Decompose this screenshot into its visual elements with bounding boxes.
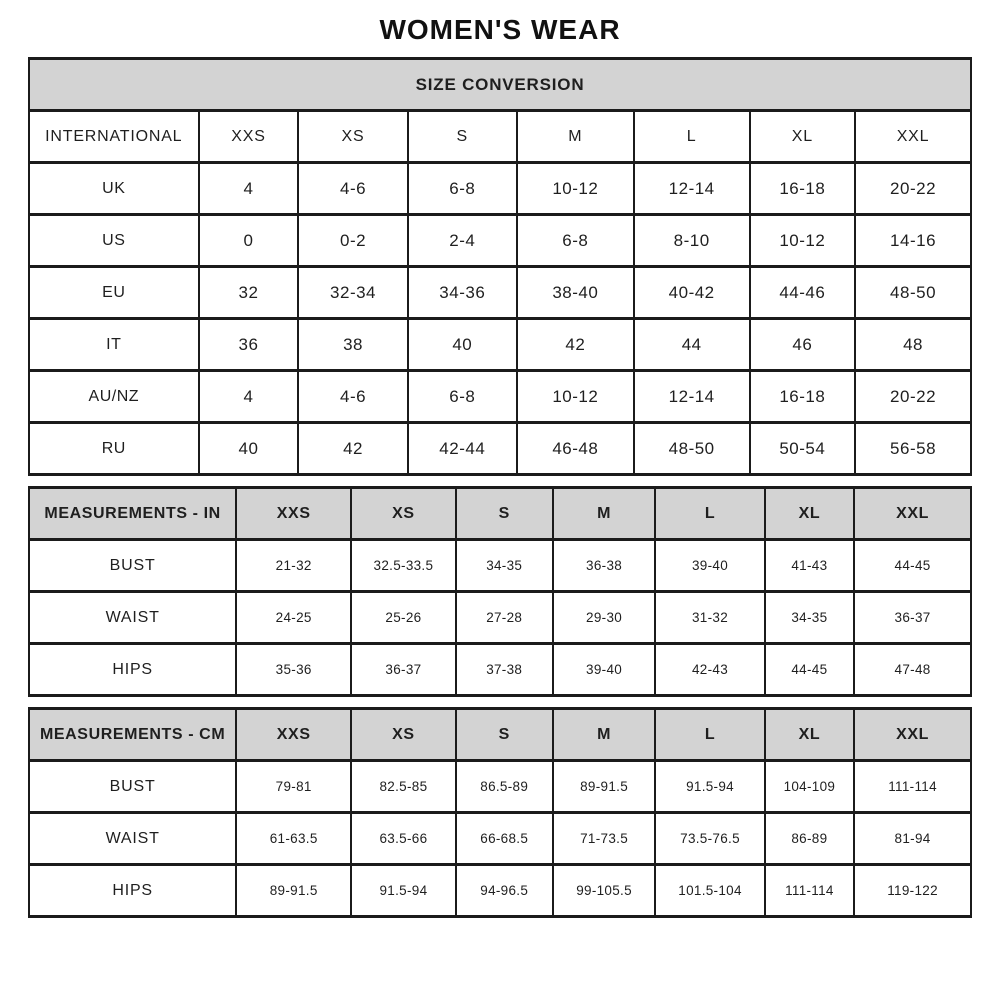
table-row xyxy=(29,319,971,371)
size-column-header: L xyxy=(655,709,764,761)
value-cell: 40 xyxy=(408,319,517,371)
table-row xyxy=(29,163,971,215)
row-label: UK xyxy=(29,163,199,215)
row-label: BUST xyxy=(29,761,236,813)
size-column-header: XXL xyxy=(855,111,971,163)
value-cell: 66-68.5 xyxy=(456,813,553,865)
size-column-header: S xyxy=(408,111,517,163)
value-cell: 10-12 xyxy=(517,163,634,215)
value-cell: 61-63.5 xyxy=(236,813,351,865)
table-row xyxy=(29,540,971,592)
value-cell: 2-4 xyxy=(408,215,517,267)
value-cell: 91.5-94 xyxy=(655,761,764,813)
size-column-header: XS xyxy=(298,111,407,163)
value-cell: 81-94 xyxy=(854,813,971,865)
value-cell: 111-114 xyxy=(765,865,854,917)
value-cell: 44-46 xyxy=(750,267,856,319)
header-row xyxy=(29,488,971,540)
row-label-header: MEASUREMENTS - IN xyxy=(29,488,236,540)
value-cell: 48-50 xyxy=(634,423,750,475)
size-column-header: XS xyxy=(351,488,456,540)
value-cell: 36 xyxy=(199,319,299,371)
value-cell: 6-8 xyxy=(517,215,634,267)
value-cell: 63.5-66 xyxy=(351,813,456,865)
size-column-header: L xyxy=(655,488,764,540)
size-column-header: XXL xyxy=(854,488,971,540)
value-cell: 89-91.5 xyxy=(553,761,656,813)
row-label: IT xyxy=(29,319,199,371)
row-label: WAIST xyxy=(29,813,236,865)
size-column-header: XS xyxy=(351,709,456,761)
value-cell: 39-40 xyxy=(553,644,656,696)
value-cell: 14-16 xyxy=(855,215,971,267)
value-cell: 4 xyxy=(199,163,299,215)
value-cell: 89-91.5 xyxy=(236,865,351,917)
header-row xyxy=(29,709,971,761)
value-cell: 6-8 xyxy=(408,371,517,423)
size-column-header: S xyxy=(456,488,553,540)
value-cell: 29-30 xyxy=(553,592,656,644)
row-label-header: MEASUREMENTS - CM xyxy=(29,709,236,761)
table-row xyxy=(29,761,971,813)
table-row xyxy=(29,865,971,917)
value-cell: 91.5-94 xyxy=(351,865,456,917)
table-row xyxy=(29,813,971,865)
value-cell: 25-26 xyxy=(351,592,456,644)
value-cell: 12-14 xyxy=(634,163,750,215)
value-cell: 36-38 xyxy=(553,540,656,592)
value-cell: 50-54 xyxy=(750,423,856,475)
row-label-header: INTERNATIONAL xyxy=(29,111,199,163)
value-cell: 37-38 xyxy=(456,644,553,696)
value-cell: 36-37 xyxy=(854,592,971,644)
table-title-row xyxy=(29,59,971,111)
row-label: BUST xyxy=(29,540,236,592)
value-cell: 56-58 xyxy=(855,423,971,475)
value-cell: 42 xyxy=(517,319,634,371)
value-cell: 111-114 xyxy=(854,761,971,813)
table-title: SIZE CONVERSION xyxy=(29,59,971,111)
value-cell: 27-28 xyxy=(456,592,553,644)
value-cell: 34-36 xyxy=(408,267,517,319)
value-cell: 36-37 xyxy=(351,644,456,696)
value-cell: 44 xyxy=(634,319,750,371)
value-cell: 38 xyxy=(298,319,407,371)
size-column-header: L xyxy=(634,111,750,163)
table-row xyxy=(29,215,971,267)
size-column-header: S xyxy=(456,709,553,761)
value-cell: 71-73.5 xyxy=(553,813,656,865)
value-cell: 31-32 xyxy=(655,592,764,644)
size-column-header: M xyxy=(517,111,634,163)
size-column-header: XL xyxy=(765,488,854,540)
value-cell: 119-122 xyxy=(854,865,971,917)
size-column-header: XXS xyxy=(236,709,351,761)
value-cell: 101.5-104 xyxy=(655,865,764,917)
row-label: RU xyxy=(29,423,199,475)
row-label: WAIST xyxy=(29,592,236,644)
value-cell: 40-42 xyxy=(634,267,750,319)
value-cell: 4-6 xyxy=(298,163,407,215)
value-cell: 41-43 xyxy=(765,540,854,592)
value-cell: 24-25 xyxy=(236,592,351,644)
table-row xyxy=(29,423,971,475)
table-row xyxy=(29,371,971,423)
value-cell: 20-22 xyxy=(855,163,971,215)
size-column-header: M xyxy=(553,709,656,761)
value-cell: 44-45 xyxy=(854,540,971,592)
value-cell: 10-12 xyxy=(750,215,856,267)
size-conversion-table xyxy=(28,57,972,476)
value-cell: 99-105.5 xyxy=(553,865,656,917)
value-cell: 34-35 xyxy=(456,540,553,592)
size-column-header: XXL xyxy=(854,709,971,761)
row-label: EU xyxy=(29,267,199,319)
row-label: AU/NZ xyxy=(29,371,199,423)
value-cell: 8-10 xyxy=(634,215,750,267)
value-cell: 79-81 xyxy=(236,761,351,813)
value-cell: 10-12 xyxy=(517,371,634,423)
value-cell: 82.5-85 xyxy=(351,761,456,813)
value-cell: 86.5-89 xyxy=(456,761,553,813)
value-cell: 32 xyxy=(199,267,299,319)
value-cell: 21-32 xyxy=(236,540,351,592)
value-cell: 48-50 xyxy=(855,267,971,319)
value-cell: 34-35 xyxy=(765,592,854,644)
value-cell: 48 xyxy=(855,319,971,371)
value-cell: 94-96.5 xyxy=(456,865,553,917)
value-cell: 4 xyxy=(199,371,299,423)
measurements-cm-table xyxy=(28,707,972,918)
size-column-header: M xyxy=(553,488,656,540)
value-cell: 42-43 xyxy=(655,644,764,696)
row-label: HIPS xyxy=(29,644,236,696)
value-cell: 104-109 xyxy=(765,761,854,813)
size-column-header: XL xyxy=(765,709,854,761)
value-cell: 73.5-76.5 xyxy=(655,813,764,865)
value-cell: 40 xyxy=(199,423,299,475)
value-cell: 42 xyxy=(298,423,407,475)
value-cell: 44-45 xyxy=(765,644,854,696)
value-cell: 38-40 xyxy=(517,267,634,319)
header-row xyxy=(29,111,971,163)
value-cell: 46-48 xyxy=(517,423,634,475)
size-column-header: XL xyxy=(750,111,856,163)
value-cell: 0-2 xyxy=(298,215,407,267)
value-cell: 46 xyxy=(750,319,856,371)
page-title: WOMEN'S WEAR xyxy=(379,14,621,45)
table-row xyxy=(29,644,971,696)
value-cell: 35-36 xyxy=(236,644,351,696)
value-cell: 32-34 xyxy=(298,267,407,319)
value-cell: 16-18 xyxy=(750,163,856,215)
value-cell: 0 xyxy=(199,215,299,267)
measurements-in-table xyxy=(28,486,972,697)
value-cell: 42-44 xyxy=(408,423,517,475)
row-label: US xyxy=(29,215,199,267)
value-cell: 86-89 xyxy=(765,813,854,865)
value-cell: 32.5-33.5 xyxy=(351,540,456,592)
size-column-header: XXS xyxy=(199,111,299,163)
value-cell: 20-22 xyxy=(855,371,971,423)
value-cell: 4-6 xyxy=(298,371,407,423)
value-cell: 16-18 xyxy=(750,371,856,423)
value-cell: 6-8 xyxy=(408,163,517,215)
table-row xyxy=(29,267,971,319)
table-row xyxy=(29,592,971,644)
size-column-header: XXS xyxy=(236,488,351,540)
value-cell: 47-48 xyxy=(854,644,971,696)
row-label: HIPS xyxy=(29,865,236,917)
value-cell: 39-40 xyxy=(655,540,764,592)
value-cell: 12-14 xyxy=(634,371,750,423)
